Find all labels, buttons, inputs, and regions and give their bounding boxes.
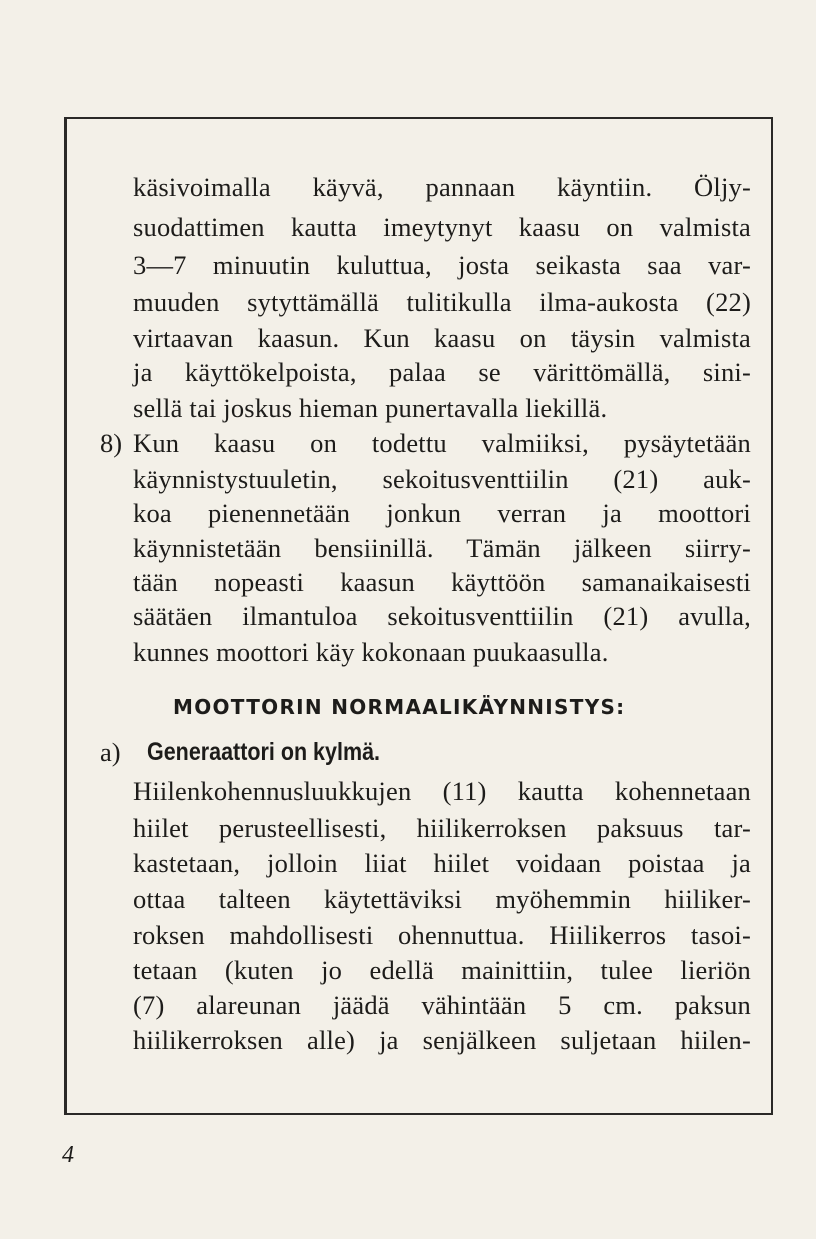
text-line: muuden sytyttämällä tulitikulla ilma-aukosta (22) <box>133 287 751 317</box>
item-title: Generaattori on kylmä. <box>147 738 381 766</box>
text-line: sellä tai joskus hieman punertavalla liekillä. <box>133 393 608 423</box>
text-line: käsivoimalla käyvä, pannaan käyntiin. Öljy- <box>133 172 751 202</box>
text-line: virtaavan kaasun. Kun kaasu on täysin valmista <box>133 323 751 353</box>
text-line: suodattimen kautta imeytynyt kaasu on valmista <box>133 212 751 242</box>
text-line: hiilet perusteellisesti, hiilikerroksen paksuus tar- <box>133 813 751 843</box>
text-line: ottaa talteen käytettäviksi myöhemmin hiiliker- <box>133 884 751 914</box>
text-line: koa pienennetään jonkun verran ja moottori <box>133 498 751 528</box>
text-line: kastetaan, jolloin liiat hiilet voidaan poistaa ja <box>133 848 751 878</box>
text-line: hiilikerroksen alle) ja senjälkeen suljetaan hiilen- <box>133 1025 751 1055</box>
text-line: tetaan (kuten jo edellä mainittiin, tulee lieriön <box>133 955 751 985</box>
text-line: ja käyttökelpoista, palaa se värittömällä, sini- <box>133 357 751 387</box>
text-line: Kun kaasu on todettu valmiiksi, pysäytetään <box>133 428 751 458</box>
item-label: a) <box>100 737 121 767</box>
text-line: roksen mahdollisesti ohennuttua. Hiilikerros tasoi- <box>133 920 751 950</box>
text-line: 3—7 minuutin kuluttua, josta seikasta saa var- <box>133 250 751 280</box>
text-line: (7) alareunan jäädä vähintään 5 cm. paksun <box>133 990 751 1020</box>
text-line: tään nopeasti kaasun käyttöön samanaikaisesti <box>133 567 751 597</box>
text-line: Hiilenkohennusluukkujen (11) kautta kohennetaan <box>133 776 751 806</box>
text-line: kunnes moottori käy kokonaan puukaasulla. <box>133 637 609 667</box>
text-line: käynnistystuuletin, sekoitusventtiilin (21) auk- <box>133 464 751 494</box>
text-line: käynnistetään bensiinillä. Tämän jälkeen siirry- <box>133 533 751 563</box>
section-heading: MOOTTORIN NORMAALIKÄYNNISTYS: <box>173 695 626 719</box>
text-line: säätäen ilmantuloa sekoitusventtiilin (21) avulla, <box>133 601 751 631</box>
page-number: 4 <box>62 1142 74 1168</box>
item-number: 8) <box>100 428 123 458</box>
